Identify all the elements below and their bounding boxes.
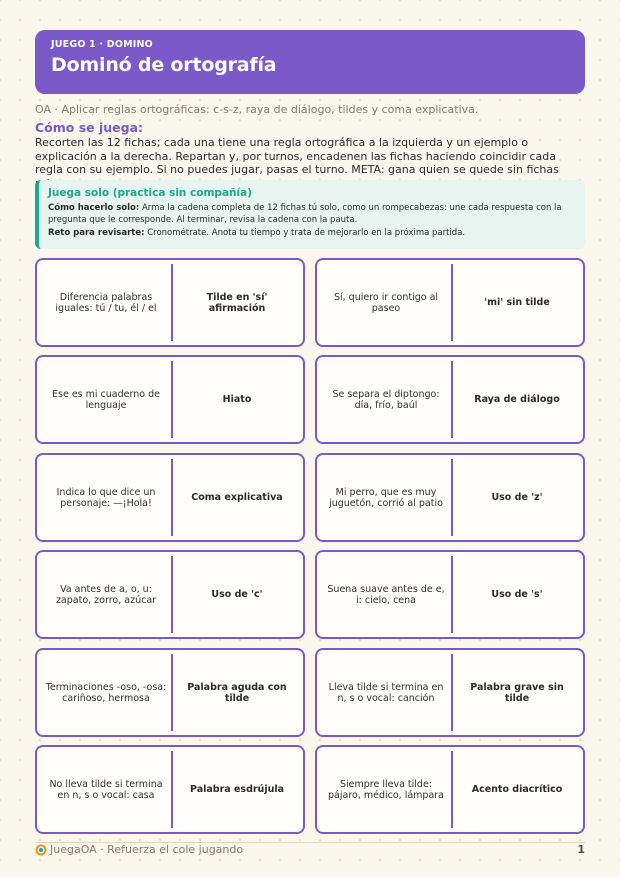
domino-card-divider [451,751,453,828]
domino-card [315,453,585,542]
domino-card [35,453,305,542]
solo-challenge-text: Cronométrate. Anota tu tiempo y trata de mejorarlo en la próxima partida. [144,228,466,238]
domino-card-rule: Uso de 'z' [491,492,543,503]
learning-objective: OA · Aplicar reglas ortográficas: c-s-z, raya de diálogo, tildes y coma explicativa. [35,103,479,116]
domino-card-clue: Indica lo que dice un personaje: —¡Hola! [56,486,156,509]
domino-card-clue: Mi perro, que es muy juguetón, corrió al patio [329,486,443,509]
domino-card-divider [171,361,173,438]
domino-card-divider [451,459,453,536]
page-footer [35,843,585,857]
domino-card-clue: Va antes de a, o, u: zapato, zorro, azúcar [55,583,157,606]
domino-card-clue: Sí, quiero ir contigo al paseo [333,291,439,314]
domino-card-clue: Diferencia palabras iguales: tú / tu, él / el [55,291,157,314]
domino-card [315,355,585,444]
domino-card [35,258,305,347]
domino-card-divider [171,751,173,828]
domino-card [35,355,305,444]
page-number: 1 [577,843,585,856]
domino-card [315,258,585,347]
domino-card-rule: Acento diacrítico [471,784,563,795]
domino-card-divider [171,556,173,633]
solo-challenge-label: Reto para revisarte: [48,228,145,238]
domino-card-clue: Se separa el diptongo: día, frío, baúl [332,388,440,411]
domino-card-rule: Uso de 's' [491,589,543,600]
howto-title: Cómo se juega: [35,120,144,135]
domino-card-rule: 'mi' sin tilde [484,297,550,308]
domino-card-divider [171,654,173,731]
domino-card [315,745,585,834]
domino-card [35,550,305,639]
domino-card [35,648,305,737]
domino-card [315,550,585,639]
domino-card [315,648,585,737]
domino-card-rule: Palabra grave sin tilde [470,681,564,704]
solo-title: Juega solo (practica sin compañía) [48,187,252,199]
domino-card-clue: Lleva tilde si termina en n, s o vocal: canción [328,681,444,704]
domino-card-rule: Hiato [222,394,252,405]
game-kicker: JUEGO 1 · DOMINO [51,39,153,50]
domino-card-rule: Raya de diálogo [474,394,560,405]
domino-card-rule: Coma explicativa [191,492,283,503]
howto-rules: Recorten las 12 fichas; cada una tiene una regla ortográfica a la izquierda y un ejemplo o explicación a la derecha. Repartan y, por turnos, encadenen las fichas haciendo coincidir cada regla con su ejemplo. Si no puedes jugar, pasas el turno. META: gana quien se quede sin fichas [35,136,559,176]
footer-brand: JuegaOA · Refuerza el cole jugando [50,843,244,856]
solo-instructions [48,202,575,226]
domino-card-divider [451,654,453,731]
domino-card-divider [451,361,453,438]
domino-card-clue: Terminaciones -oso, -osa: cariñoso, hermosa [45,681,167,704]
domino-card-rule: Palabra esdrújula [189,784,285,795]
domino-card-divider [451,556,453,633]
domino-card-divider [171,459,173,536]
domino-card-clue: No lleva tilde si termina en n, s o vocal: casa [49,778,163,801]
target-logo-icon [35,844,47,856]
domino-card-rule: Uso de 'c' [211,589,263,600]
solo-instructions-text: Arma la cadena completa de 12 fichas tú solo, como un rompecabezas: une cada respuesta con la pregunta que le corresponde. Al terminar, revisa la cadena con la pauta. [48,203,562,225]
solo-challenge [48,227,575,239]
domino-card-rule: Tilde en 'sí' afirmación [206,291,268,314]
domino-card-clue: Siempre lleva tilde: pájaro, médico, lámpara [328,778,444,801]
page-title: Dominó de ortografía [51,54,277,76]
domino-card-divider [451,264,453,341]
domino-card-clue: Ese es mi cuaderno de lenguaje [52,388,160,411]
game-header [35,30,585,94]
solo-instructions-label: Cómo hacerlo solo: [48,203,140,213]
solo-play-box [35,180,585,249]
domino-card-rule: Palabra aguda con tilde [187,681,287,704]
domino-card-clue: Suena suave antes de e, i: cielo, cena [327,583,445,606]
domino-card [35,745,305,834]
domino-card-divider [171,264,173,341]
